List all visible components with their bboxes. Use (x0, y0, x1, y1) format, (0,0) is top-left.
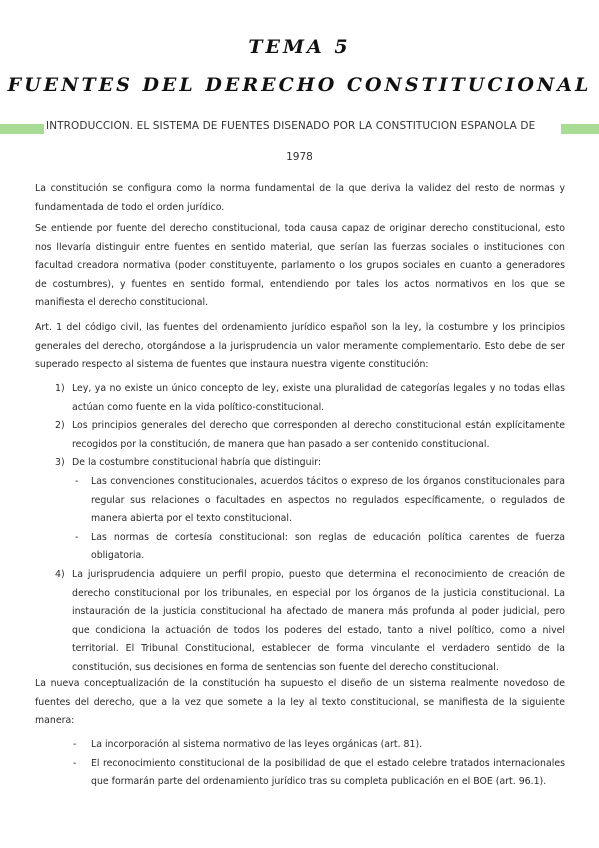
sub-list-text: La incorporación al sistema normativo de las leyes orgánicas (art. 81). (91, 739, 423, 750)
highlight-bar-left (0, 124, 44, 134)
section-heading: INTRODUCCIÓN. EL SISTEMA DE FUENTES DISEÑADO POR LA CONSTITUCIÓN ESPAÑOLA DE (46, 120, 536, 132)
paragraph-new-conceptualization: La nueva conceptualización de la constitución ha supuesto el diseño de un sistema realmente novedoso de fuentes del derecho, que a la vez que somete a la ley al texto constitucional, se manifiesta de la siguiente manera: (35, 678, 565, 727)
sub-list-item (35, 755, 565, 792)
list-item-text: Ley, ya no existe un único concepto de ley, existe una pluralidad de categorías legales y no todas ellas actúan como fuente en la vida político-constitucional. (72, 383, 565, 413)
sub-list-text: Las convenciones constitucionales, acuerdos tácitos o expreso de los órganos constitucionales para regular sus relaciones o facultades en aspectos no regulados específicamente, o regulados de manera abierta por el texto constitucional. (91, 475, 565, 525)
manifestations-list (35, 736, 565, 792)
list-item (35, 566, 565, 678)
list-item (35, 454, 565, 473)
list-item-number: 3) (55, 457, 65, 469)
list-item (35, 380, 565, 417)
sub-list-text: Las normas de cortesía constitucional: son reglas de educación política carentes de fuerza obligatoria. (91, 531, 565, 562)
sub-list-text: El reconocimiento constitucional de la posibilidad de que el estado celebre tratados internacionales que formarán parte del ordenamiento jurídico tras su completa publicación en el BOE (art. 96.1). (91, 757, 565, 788)
sub-list-dash: - (73, 739, 77, 750)
sub-list-dash: - (75, 531, 79, 543)
topic-subtitle: FUENTES DEL DERECHO CONSTITUCIONAL (7, 74, 592, 96)
sub-list-dash: - (75, 475, 79, 487)
sub-list-item (35, 529, 565, 566)
highlight-bar-right (561, 124, 599, 134)
list-item-number: 4) (55, 568, 65, 580)
sources-list (35, 380, 565, 678)
list-item-text: De la costumbre constitucional habría que distinguir: (72, 457, 322, 469)
list-item-text: La jurisprudencia adquiere un perfil propio, puesto que determina el reconocimiento de creación de derecho constitucional por los tribunales, en especial por los órganos de la justicia constitucional. La instauración de la justicia constitucional ha afectado de manera más profunda al poder judicial, pero que condiciona la actuación de todos los poderes del estado, tanto a nivel político, como a nivel territorial. El Tribunal Constitucional, establecer de forma vinculante el verdadero sentido de la constitución, sus decisiones en forma de sentencias son fuente del derecho constitucional. (72, 568, 565, 673)
paragraph-constitution: La constitución se configura como la norma fundamental de la que deriva la validez del resto de normas y fundamentada de todo el orden jurídico. (35, 183, 565, 213)
sub-list-item (35, 736, 565, 755)
paragraph-sources-definition: Se entiende por fuente del derecho constitucional, toda causa capaz de originar derecho constitucional, esto nos llevaría distinguir entre fuentes en sentido material, que serían las fuerzas sociales o instituciones con facultad creadora normativa (poder constituyente, parlamento o los grupos sociales en cuanto a generadores de costumbres), y fuentes en sentido formal, entendiendo por tales los actos normativos en los que se manifiesta el derecho constitucional. (35, 223, 565, 309)
topic-title: TEMA 5 (248, 36, 351, 58)
sub-list-dash: - (73, 757, 77, 769)
sub-list-item (35, 473, 565, 529)
paragraph-civil-code: Art. 1 del código civil, las fuentes del ordenamiento jurídico español son la ley, la costumbre y los principios generales del derecho, otorgándose a la jurisprudencia un valor meramente complementario. Esto debe de ser superado respecto al sistema de fuentes que instaura nuestra vigente constitución: (35, 322, 565, 371)
list-item-number: 2) (55, 420, 65, 432)
list-item-number: 1) (55, 383, 65, 394)
section-heading-year: 1978 (286, 151, 313, 163)
list-item-text: Los principios generales del derecho que corresponden al derecho constitucional están explícitamente recogidos por la constitución, de manera que han pasado a ser contenido constitucional. (72, 420, 565, 450)
list-item (35, 417, 565, 454)
